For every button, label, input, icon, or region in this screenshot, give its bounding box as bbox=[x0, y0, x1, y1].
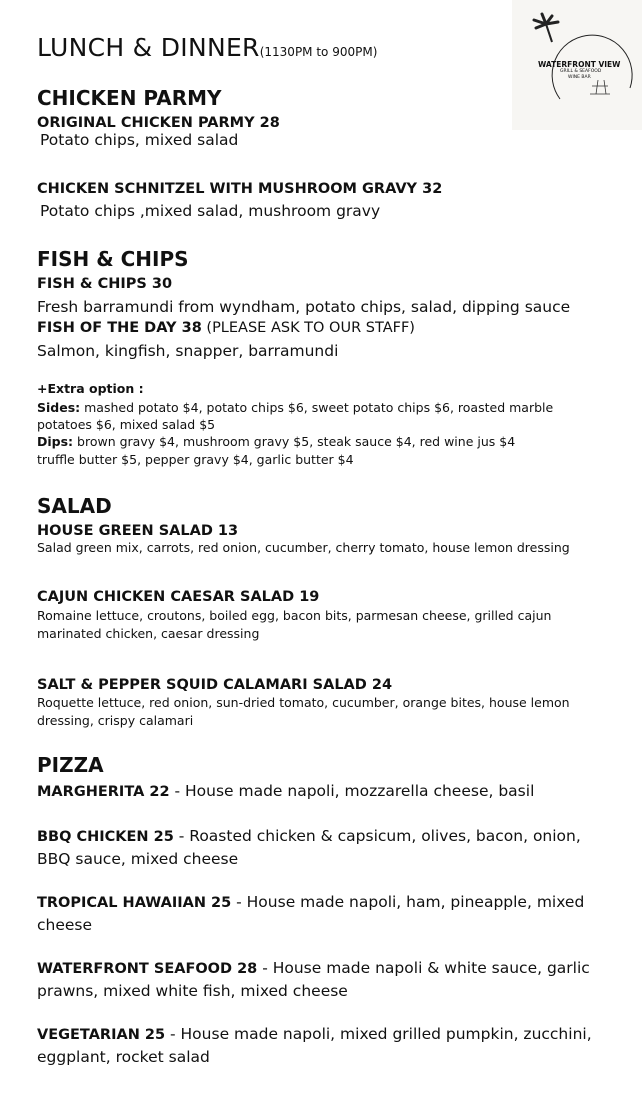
menu-item-description: - House made napoli, ham, pineapple, mixed cheese bbox=[37, 893, 585, 934]
menu-item-description: Potato chips, mixed salad bbox=[40, 131, 239, 149]
section-title-chicken-parmy: CHICKEN PARMY bbox=[37, 86, 222, 110]
menu-item-description: - House made napoli, mozzarella cheese, basil bbox=[169, 782, 535, 800]
pizza-item bbox=[37, 825, 597, 870]
menu-item-description: Salmon, kingfish, snapper, barramundi bbox=[37, 342, 339, 360]
menu-item-name: CAJUN CHICKEN CAESAR SALAD 19 bbox=[37, 589, 320, 605]
menu-item-name: CHICKEN SCHNITZEL WITH MUSHROOM GRAVY 32 bbox=[37, 181, 443, 197]
menu-item-name: FISH & CHIPS 30 bbox=[37, 276, 173, 292]
pizza-item bbox=[37, 782, 534, 800]
menu-header bbox=[37, 33, 377, 62]
menu-item-name: BBQ CHICKEN 25 bbox=[37, 829, 174, 845]
sides-text: mashed potato $4, potato chips $6, sweet potato chips $6, roasted marble potatoes $6, mixed salad $5 bbox=[37, 400, 554, 432]
extras-dips bbox=[37, 434, 515, 449]
menu-item-description: - House made napoli & white sauce, garlic prawns, mixed white fish, mixed cheese bbox=[37, 959, 590, 1000]
menu-item-name: ORIGINAL CHICKEN PARMY 28 bbox=[37, 115, 280, 131]
section-title-fish-chips: FISH & CHIPS bbox=[37, 247, 189, 271]
menu-item-name: WATERFRONT SEAFOOD 28 bbox=[37, 961, 258, 977]
extras-dips-continued: truffle butter $5, pepper gravy $4, garlic butter $4 bbox=[37, 452, 354, 467]
menu-item-name: MARGHERITA 22 bbox=[37, 784, 170, 800]
menu-item-note: (PLEASE ASK TO OUR STAFF) bbox=[201, 320, 415, 336]
menu-item-fish-of-day bbox=[37, 320, 415, 336]
pizza-item bbox=[37, 891, 597, 936]
extras-title: +Extra option : bbox=[37, 381, 144, 396]
sides-label: Sides: bbox=[37, 400, 81, 415]
menu-item-description: - House made napoli, mixed grilled pumpkin, zucchini, eggplant, rocket salad bbox=[37, 1025, 592, 1066]
menu-item-name: SALT & PEPPER SQUID CALAMARI SALAD 24 bbox=[37, 677, 393, 693]
menu-item-description: Potato chips ,mixed salad, mushroom gravy bbox=[40, 202, 381, 220]
menu-item-name: HOUSE GREEN SALAD 13 bbox=[37, 523, 239, 539]
pizza-item bbox=[37, 957, 597, 1002]
logo-tagline-2: WINE BAR bbox=[568, 75, 591, 80]
menu-item-description: Salad green mix, carrots, red onion, cucumber, cherry tomato, house lemon dressing bbox=[37, 540, 570, 555]
menu-item-description: Romaine lettuce, croutons, boiled egg, bacon bits, parmesan cheese, grilled cajun marinated chicken, caesar dressing bbox=[37, 608, 552, 641]
menu-item-description: Fresh barramundi from wyndham, potato chips, salad, dipping sauce bbox=[37, 298, 571, 316]
menu-item-name: FISH OF THE DAY 38 bbox=[37, 320, 202, 336]
section-title-pizza: PIZZA bbox=[37, 753, 104, 777]
menu-item-name: TROPICAL HAWAIIAN 25 bbox=[37, 895, 232, 911]
menu-item-description: - Roasted chicken & capsicum, olives, bacon, onion, BBQ sauce, mixed cheese bbox=[37, 827, 581, 868]
dips-label: Dips: bbox=[37, 434, 74, 449]
page-title: LUNCH & DINNER bbox=[37, 33, 260, 62]
extras-sides bbox=[37, 399, 597, 433]
logo-tagline: GRILL & SEAFOOD bbox=[560, 69, 602, 74]
menu-item-description: Roquette lettuce, red onion, sun-dried tomato, cucumber, orange bites, house lemon dressing, crispy calamari bbox=[37, 695, 570, 728]
logo-name: WATERFRONT VIEW bbox=[538, 60, 621, 69]
menu-item-name: VEGETARIAN 25 bbox=[37, 1027, 166, 1043]
restaurant-logo bbox=[512, 0, 642, 130]
section-title-salad: SALAD bbox=[37, 494, 112, 518]
pizza-item bbox=[37, 1023, 597, 1068]
dips-text: brown gravy $4, mushroom gravy $5, steak sauce $4, red wine jus $4 bbox=[73, 434, 516, 449]
service-hours: (1130PM to 900PM) bbox=[259, 45, 378, 59]
